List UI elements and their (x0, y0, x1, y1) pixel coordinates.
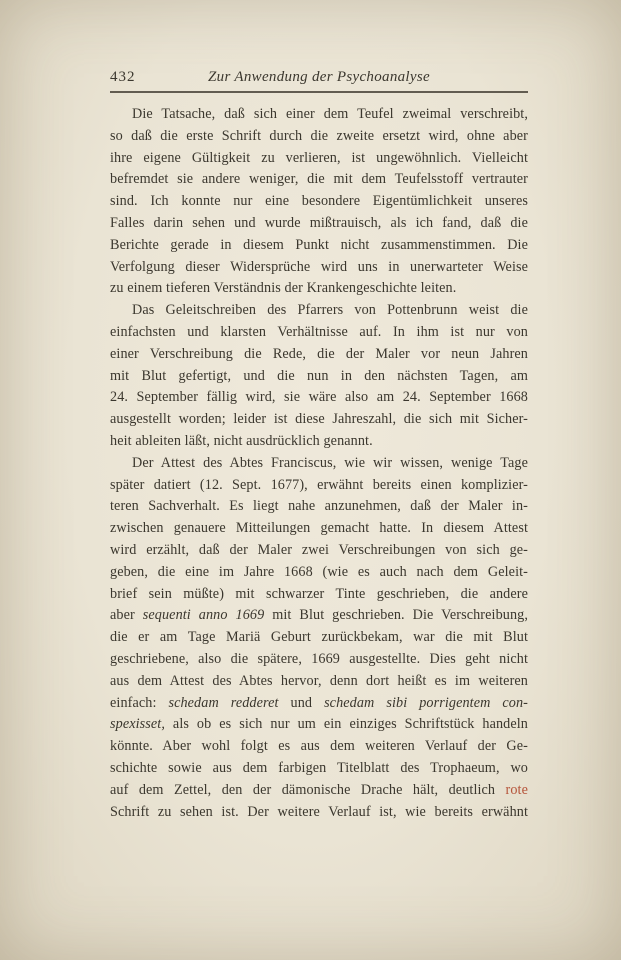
body-text (110, 104, 528, 823)
text-run: Verfolgung dieser Widersprüche wird uns in unerwarteter Weise (110, 258, 528, 275)
italic-phrase: schedam sibi porrigentem con- (324, 694, 529, 711)
text-line (110, 518, 528, 540)
text-line (110, 322, 528, 344)
paragraph (110, 300, 528, 453)
text-run: Berichte gerade in diesem Punkt nicht zusammenstimmen. Die (110, 236, 528, 253)
text-run: teren Sachverhalt. Es liegt nahe anzunehmen, daß der Maler in- (110, 498, 528, 515)
text-run: aber (110, 607, 143, 624)
text-run: Schrift zu sehen ist. Der weitere Verlauf ist, wie bereits erwähnt (110, 803, 528, 820)
header-rule (110, 91, 528, 93)
text-run: sind. Ich konnte nur eine besondere Eigentümlichkeit unseres (110, 193, 528, 210)
italic-phrase: schedam redderet (168, 694, 279, 711)
text-run: und (278, 694, 325, 711)
text-line (110, 148, 528, 170)
text-line (110, 671, 528, 693)
italic-phrase: sequenti anno 1669 (142, 607, 265, 624)
paragraph (110, 104, 528, 300)
running-title: Zur Anwendung der Psychoanalyse (208, 69, 430, 85)
text-run: als ob es sich nur um ein einziges Schriftstück handeln (164, 716, 528, 733)
text-line (110, 714, 528, 736)
text-line (110, 191, 528, 213)
paragraph (110, 453, 528, 824)
text-line (110, 169, 528, 191)
text-run: schichte sowie aus dem farbigen Titelblatt des Trophaeum, wo (110, 759, 528, 776)
text-line (110, 409, 528, 431)
text-run: könnte. Aber wohl folgt es aus dem weiteren Verlauf der Ge- (110, 738, 528, 755)
red-printed-word: rote (505, 781, 528, 798)
text-run: auf dem Zettel, den der dämonische Drache hält, deutlich (110, 781, 506, 798)
text-run: ausgestellt worden; leider ist diese Jahreszahl, die sich mit Sicher- (110, 411, 528, 428)
page-header (110, 69, 528, 89)
text-line (110, 475, 528, 497)
text-run: Falles darin sehen und wurde mißtrauisch, als ich fand, daß die (110, 214, 528, 231)
text-line (110, 649, 528, 671)
text-run: die er am Tage Mariä Geburt zurückbekam, war die mit Blut (110, 629, 528, 646)
text-run: mit Blut geschrieben. Die Verschreibung, (264, 607, 528, 624)
text-line (110, 758, 528, 780)
text-line (110, 802, 528, 824)
text-run: so daß die erste Schrift durch die zweite ersetzt wird, ohne aber (110, 127, 528, 144)
text-run: befremdet sie andere weniger, die mit dem Teufelsstoff vertrauter (110, 171, 528, 188)
text-run: zu einem tieferen Verständnis der Krankengeschichte leiten. (110, 280, 457, 297)
text-line (110, 736, 528, 758)
text-run: einer Verschreibung die Rede, die der Maler vor neun Jahren (110, 345, 528, 362)
text-line (110, 693, 528, 715)
text-run: einfachsten und klarsten Verhältnisse auf. In ihm ist nur von (110, 323, 528, 340)
text-line (110, 257, 528, 279)
text-line (110, 431, 528, 453)
text-line (110, 562, 528, 584)
text-run: zwischen genauere Mitteilungen gemacht hatte. In diesem Attest (110, 520, 528, 537)
text-run: brief sein müßte) mit schwarzer Tinte geschrieben, die andere (110, 585, 528, 602)
text-run: 24. September fällig wird, sie wäre also am 24. September 1668 (110, 389, 528, 406)
text-line (110, 366, 528, 388)
text-line (110, 584, 528, 606)
text-run: ihre eigene Gültigkeit zu verlieren, ist ungewöhnlich. Vielleicht (110, 149, 528, 166)
text-run: Die Tatsache, daß sich einer dem Teufel zweimal verschreibt, (132, 106, 528, 122)
text-run: wird erzählt, daß der Maler zwei Verschreibungen von sich ge- (110, 541, 528, 558)
text-run: einfach: (110, 694, 169, 711)
text-line (110, 104, 528, 126)
text-line (110, 496, 528, 518)
text-line (110, 300, 528, 322)
text-run: geschriebene, also die spätere, 1669 ausgestellte. Dies geht nicht (110, 650, 528, 667)
text-line (110, 627, 528, 649)
text-line (110, 278, 528, 300)
text-line (110, 540, 528, 562)
text-line (110, 235, 528, 257)
text-line (110, 344, 528, 366)
text-line (110, 453, 528, 475)
text-line (110, 126, 528, 148)
page-number: 432 (110, 69, 136, 85)
text-run: geben, die eine im Jahre 1668 (wie es auch nach dem Geleit- (110, 563, 528, 580)
text-run: Das Geleitschreiben des Pfarrers von Pottenbrunn weist die (132, 302, 528, 319)
text-run: mit Blut gefertigt, und die nun in den nächsten Tagen, am (110, 367, 528, 384)
text-run: aus dem Attest des Abtes hervor, denn dort heißt es im weiteren (110, 672, 528, 689)
text-line (110, 213, 528, 235)
text-run: heit ableiten läßt, nicht ausdrücklich genannt. (110, 432, 373, 449)
text-run: Der Attest des Abtes Franciscus, wie wir wissen, wenige Tage (132, 454, 528, 471)
text-line (110, 605, 528, 627)
text-line (110, 780, 528, 802)
italic-phrase: spexisset, (110, 716, 165, 733)
text-line (110, 387, 528, 409)
text-run: später datiert (12. Sept. 1677), erwähnt bereits einen komplizier- (110, 476, 528, 493)
